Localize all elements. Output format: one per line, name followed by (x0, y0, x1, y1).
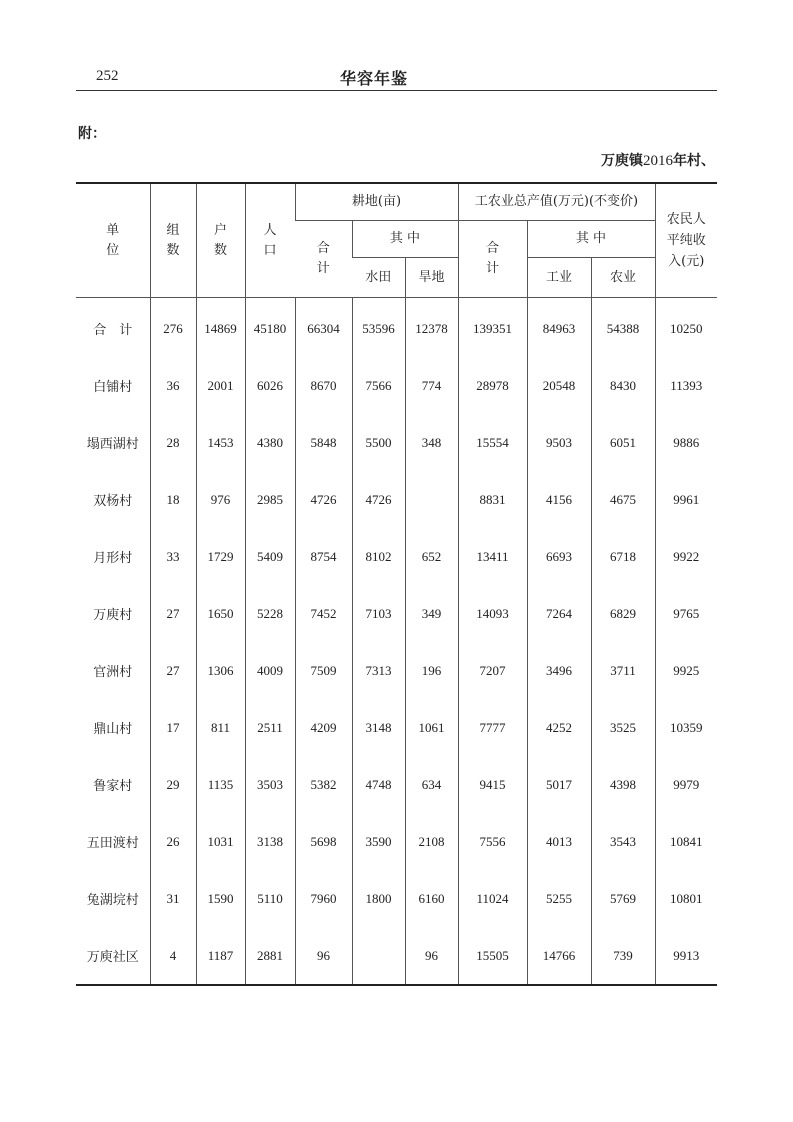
cell-groups: 36 (150, 357, 196, 414)
cell-unit: 塌西湖村 (86, 437, 139, 452)
cell-output-total: 15505 (458, 927, 527, 985)
cell-farm-total: 7960 (295, 870, 352, 927)
cell-unit: 万庾社区 (76, 927, 150, 985)
col-header-income: 农民人平纯收入(元) (655, 183, 717, 298)
cell-paddy: 5500 (352, 414, 405, 471)
cell-farm-total: 7452 (295, 585, 352, 642)
cell-income: 9961 (655, 471, 717, 528)
cell-unit: 兔湖垸村 (86, 893, 139, 908)
cell-population: 3503 (245, 756, 295, 813)
cell-agriculture: 6718 (591, 528, 655, 585)
cell-groups: 4 (150, 927, 196, 985)
cell-paddy: 1800 (352, 870, 405, 927)
cell-industry: 9503 (527, 414, 591, 471)
cell-industry: 14766 (527, 927, 591, 985)
col-header-output-total: 合计 (458, 221, 527, 298)
cell-paddy: 7103 (352, 585, 405, 642)
cell-farm-total: 4726 (295, 471, 352, 528)
cell-population: 2511 (245, 699, 295, 756)
cell-dry: 349 (405, 585, 458, 642)
cell-industry: 3496 (527, 642, 591, 699)
table-title-suffix: 年村、 (673, 153, 715, 169)
header-rule (76, 90, 717, 91)
cell-population: 5110 (245, 870, 295, 927)
table-row (76, 528, 717, 585)
cell-paddy: 4748 (352, 756, 405, 813)
table-row (76, 699, 717, 756)
cell-households: 1187 (196, 927, 245, 985)
cell-unit: 合 计 (93, 323, 133, 338)
cell-unit: 月形村 (93, 551, 133, 566)
table-body (76, 298, 717, 986)
cell-dry (405, 471, 458, 528)
page-number: 252 (96, 68, 119, 84)
cell-output-total: 28978 (458, 357, 527, 414)
cell-farm-total: 96 (295, 927, 352, 985)
cell-households: 2001 (196, 357, 245, 414)
table-row (76, 870, 717, 927)
cell-income: 10801 (655, 870, 717, 927)
cell-dry: 6160 (405, 870, 458, 927)
cell-dry: 652 (405, 528, 458, 585)
table-row (76, 813, 717, 870)
cell-farm-total: 5848 (295, 414, 352, 471)
cell-industry: 4156 (527, 471, 591, 528)
cell-income: 10250 (655, 298, 717, 358)
cell-farm-total: 7509 (295, 642, 352, 699)
col-header-households: 户数 (196, 183, 245, 298)
cell-population: 2881 (245, 927, 295, 985)
table-row (76, 414, 717, 471)
cell-agriculture: 54388 (591, 298, 655, 358)
cell-paddy (352, 927, 405, 985)
village-statistics-table (76, 182, 717, 986)
cell-agriculture: 3543 (591, 813, 655, 870)
cell-income: 9913 (655, 927, 717, 985)
cell-groups: 26 (150, 813, 196, 870)
cell-households: 1135 (196, 756, 245, 813)
cell-households: 1306 (196, 642, 245, 699)
col-header-farmland: 耕地(亩) (295, 183, 458, 221)
cell-paddy: 3590 (352, 813, 405, 870)
cell-agriculture: 4675 (591, 471, 655, 528)
cell-output-total: 7777 (458, 699, 527, 756)
cell-population: 45180 (245, 298, 295, 358)
cell-groups: 18 (150, 471, 196, 528)
cell-dry: 774 (405, 357, 458, 414)
cell-industry: 5255 (527, 870, 591, 927)
cell-population: 4380 (245, 414, 295, 471)
cell-households: 1031 (196, 813, 245, 870)
cell-dry: 96 (405, 927, 458, 985)
cell-output-total: 13411 (458, 528, 527, 585)
cell-agriculture: 6051 (591, 414, 655, 471)
cell-groups: 27 (150, 585, 196, 642)
cell-unit: 双杨村 (93, 494, 133, 509)
table-row (76, 357, 717, 414)
cell-agriculture: 3711 (591, 642, 655, 699)
table-row (76, 642, 717, 699)
cell-output-total: 7556 (458, 813, 527, 870)
cell-unit: 官洲村 (93, 665, 133, 680)
cell-industry: 4252 (527, 699, 591, 756)
cell-agriculture: 6829 (591, 585, 655, 642)
cell-population: 3138 (245, 813, 295, 870)
cell-income: 9765 (655, 585, 717, 642)
cell-income: 9925 (655, 642, 717, 699)
cell-output-total: 15554 (458, 414, 527, 471)
cell-industry: 6693 (527, 528, 591, 585)
table-title-year: 2016 (643, 153, 673, 169)
cell-farm-total: 8670 (295, 357, 352, 414)
cell-output-total: 11024 (458, 870, 527, 927)
cell-dry: 634 (405, 756, 458, 813)
cell-income: 9886 (655, 414, 717, 471)
col-header-industry: 工业 (527, 258, 591, 298)
col-header-agriculture: 农业 (591, 258, 655, 298)
cell-households: 1650 (196, 585, 245, 642)
col-header-farmland-total: 合计 (295, 221, 352, 298)
cell-agriculture: 739 (591, 927, 655, 985)
table-row (76, 756, 717, 813)
cell-farm-total: 4209 (295, 699, 352, 756)
col-header-population: 人口 (245, 183, 295, 298)
cell-industry: 20548 (527, 357, 591, 414)
cell-farm-total: 8754 (295, 528, 352, 585)
col-header-output: 工农业总产值(万元)(不变价) (458, 183, 655, 221)
cell-agriculture: 4398 (591, 756, 655, 813)
cell-dry: 1061 (405, 699, 458, 756)
cell-households: 1729 (196, 528, 245, 585)
cell-paddy: 7313 (352, 642, 405, 699)
cell-output-total: 14093 (458, 585, 527, 642)
cell-households: 811 (196, 699, 245, 756)
cell-industry: 7264 (527, 585, 591, 642)
cell-industry: 5017 (527, 756, 591, 813)
cell-output-total: 9415 (458, 756, 527, 813)
cell-groups: 276 (150, 298, 196, 358)
cell-dry: 348 (405, 414, 458, 471)
col-header-farmland-of-which: 其 中 (352, 221, 458, 258)
table-row (76, 585, 717, 642)
cell-paddy: 53596 (352, 298, 405, 358)
cell-groups: 29 (150, 756, 196, 813)
cell-dry: 12378 (405, 298, 458, 358)
cell-households: 1590 (196, 870, 245, 927)
cell-income: 11393 (655, 357, 717, 414)
cell-farm-total: 5382 (295, 756, 352, 813)
cell-population: 5228 (245, 585, 295, 642)
cell-output-total: 139351 (458, 298, 527, 358)
cell-unit: 白铺村 (93, 380, 133, 395)
cell-unit: 万庾村 (93, 608, 133, 623)
col-header-paddy: 水田 (352, 258, 405, 298)
table-row (76, 927, 717, 985)
col-header-dryland: 旱地 (405, 258, 458, 298)
cell-unit: 五田渡村 (86, 836, 139, 851)
cell-output-total: 8831 (458, 471, 527, 528)
running-head-title: 华容年鉴 (340, 69, 409, 88)
cell-farm-total: 66304 (295, 298, 352, 358)
cell-paddy: 7566 (352, 357, 405, 414)
cell-households: 14869 (196, 298, 245, 358)
col-header-groups: 组数 (150, 183, 196, 298)
cell-population: 4009 (245, 642, 295, 699)
table-row (76, 298, 717, 358)
cell-population: 6026 (245, 357, 295, 414)
table-title-prefix: 万庾镇 (601, 153, 643, 169)
cell-households: 1453 (196, 414, 245, 471)
cell-dry: 196 (405, 642, 458, 699)
cell-paddy: 3148 (352, 699, 405, 756)
appendix-label: 附： (78, 126, 106, 142)
cell-groups: 17 (150, 699, 196, 756)
cell-income: 9922 (655, 528, 717, 585)
cell-income: 10841 (655, 813, 717, 870)
cell-agriculture: 5769 (591, 870, 655, 927)
cell-paddy: 4726 (352, 471, 405, 528)
table-row (76, 471, 717, 528)
table-title (601, 150, 715, 170)
cell-groups: 33 (150, 528, 196, 585)
cell-population: 2985 (245, 471, 295, 528)
cell-agriculture: 8430 (591, 357, 655, 414)
cell-industry: 84963 (527, 298, 591, 358)
cell-income: 9979 (655, 756, 717, 813)
cell-output-total: 7207 (458, 642, 527, 699)
cell-unit: 鲁家村 (93, 779, 133, 794)
cell-farm-total: 5698 (295, 813, 352, 870)
cell-groups: 31 (150, 870, 196, 927)
cell-groups: 28 (150, 414, 196, 471)
col-header-unit: 单位 (76, 183, 150, 298)
cell-income: 10359 (655, 699, 717, 756)
cell-population: 5409 (245, 528, 295, 585)
col-header-output-of-which: 其 中 (527, 221, 655, 258)
cell-households: 976 (196, 471, 245, 528)
cell-dry: 2108 (405, 813, 458, 870)
cell-paddy: 8102 (352, 528, 405, 585)
cell-groups: 27 (150, 642, 196, 699)
cell-unit: 鼎山村 (93, 722, 133, 737)
cell-agriculture: 3525 (591, 699, 655, 756)
cell-industry: 4013 (527, 813, 591, 870)
